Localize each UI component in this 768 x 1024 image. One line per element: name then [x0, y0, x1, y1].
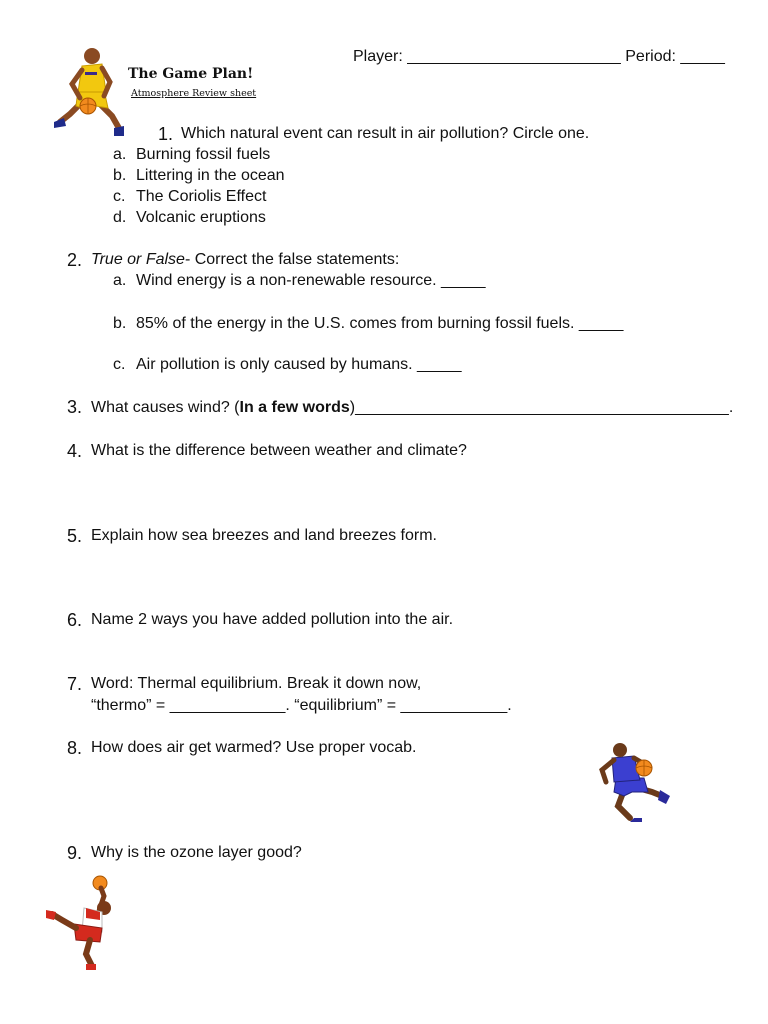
question-number: 9. — [67, 843, 83, 863]
option-letter: a. — [113, 272, 127, 289]
question-7-breakdown: “thermo” = _____________. “equilibrium” = ____________. — [91, 697, 512, 714]
option-text[interactable]: The Coriolis Effect — [136, 188, 267, 205]
question-9-text: Why is the ozone layer good? — [91, 844, 302, 861]
player-period-field[interactable]: Player: ________________________ Period: _____ — [353, 48, 725, 65]
question-7-text: Word: Thermal equilibrium. Break it down now, — [91, 675, 422, 692]
option-letter: c. — [113, 356, 126, 373]
worksheet-title: The Game Plan! — [128, 66, 254, 82]
question-2-emphasis: True or False — [91, 251, 185, 268]
option-letter: b. — [113, 167, 127, 184]
question-number: 3. — [67, 397, 83, 417]
option-letter: d. — [113, 209, 127, 226]
option-text[interactable]: Littering in the ocean — [136, 167, 285, 184]
worksheet-subtitle: Atmosphere Review sheet — [131, 88, 257, 99]
question-3-text — [91, 398, 733, 418]
question-number: 7. — [67, 674, 83, 694]
question-8-text: How does air get warmed? Use proper vocab. — [91, 739, 417, 756]
question-5-text: Explain how sea breezes and land breezes form. — [91, 527, 437, 544]
statement-text: 85% of the energy in the U.S. comes from burning fossil fuels. _____ — [136, 315, 624, 332]
statement-text: Wind energy is a non-renewable resource. _____ — [136, 272, 486, 289]
basketball-player-blue-icon — [594, 742, 674, 824]
option-text[interactable]: Volcanic eruptions — [136, 209, 266, 226]
question-2-instruction: - Correct the false statements: — [184, 251, 400, 268]
question-number: 2. — [67, 250, 83, 270]
option-letter: c. — [113, 188, 126, 205]
question-4-text: What is the difference between weather and climate? — [91, 442, 467, 459]
question-1-text: Which natural event can result in air pollution? Circle one. — [181, 125, 590, 142]
question-3-bold: In a few words — [239, 399, 350, 416]
statement-text: Air pollution is only caused by humans. _____ — [136, 356, 462, 373]
question-number: 1. — [158, 124, 174, 144]
option-letter: a. — [113, 146, 127, 163]
question-number: 4. — [67, 441, 83, 461]
question-2-text — [91, 250, 399, 270]
question-number: 8. — [67, 738, 83, 758]
question-number: 6. — [67, 610, 83, 630]
basketball-player-yellow-icon — [52, 44, 127, 139]
question-number: 5. — [67, 526, 83, 546]
option-letter: b. — [113, 315, 127, 332]
basketball-player-red-icon — [46, 874, 128, 970]
question-6-text: Name 2 ways you have added pollution into the air. — [91, 611, 454, 628]
question-3-text-before: What causes wind? ( — [91, 399, 240, 416]
option-text[interactable]: Burning fossil fuels — [136, 146, 271, 163]
question-3-text-after: )__________________________________________. — [349, 399, 734, 416]
